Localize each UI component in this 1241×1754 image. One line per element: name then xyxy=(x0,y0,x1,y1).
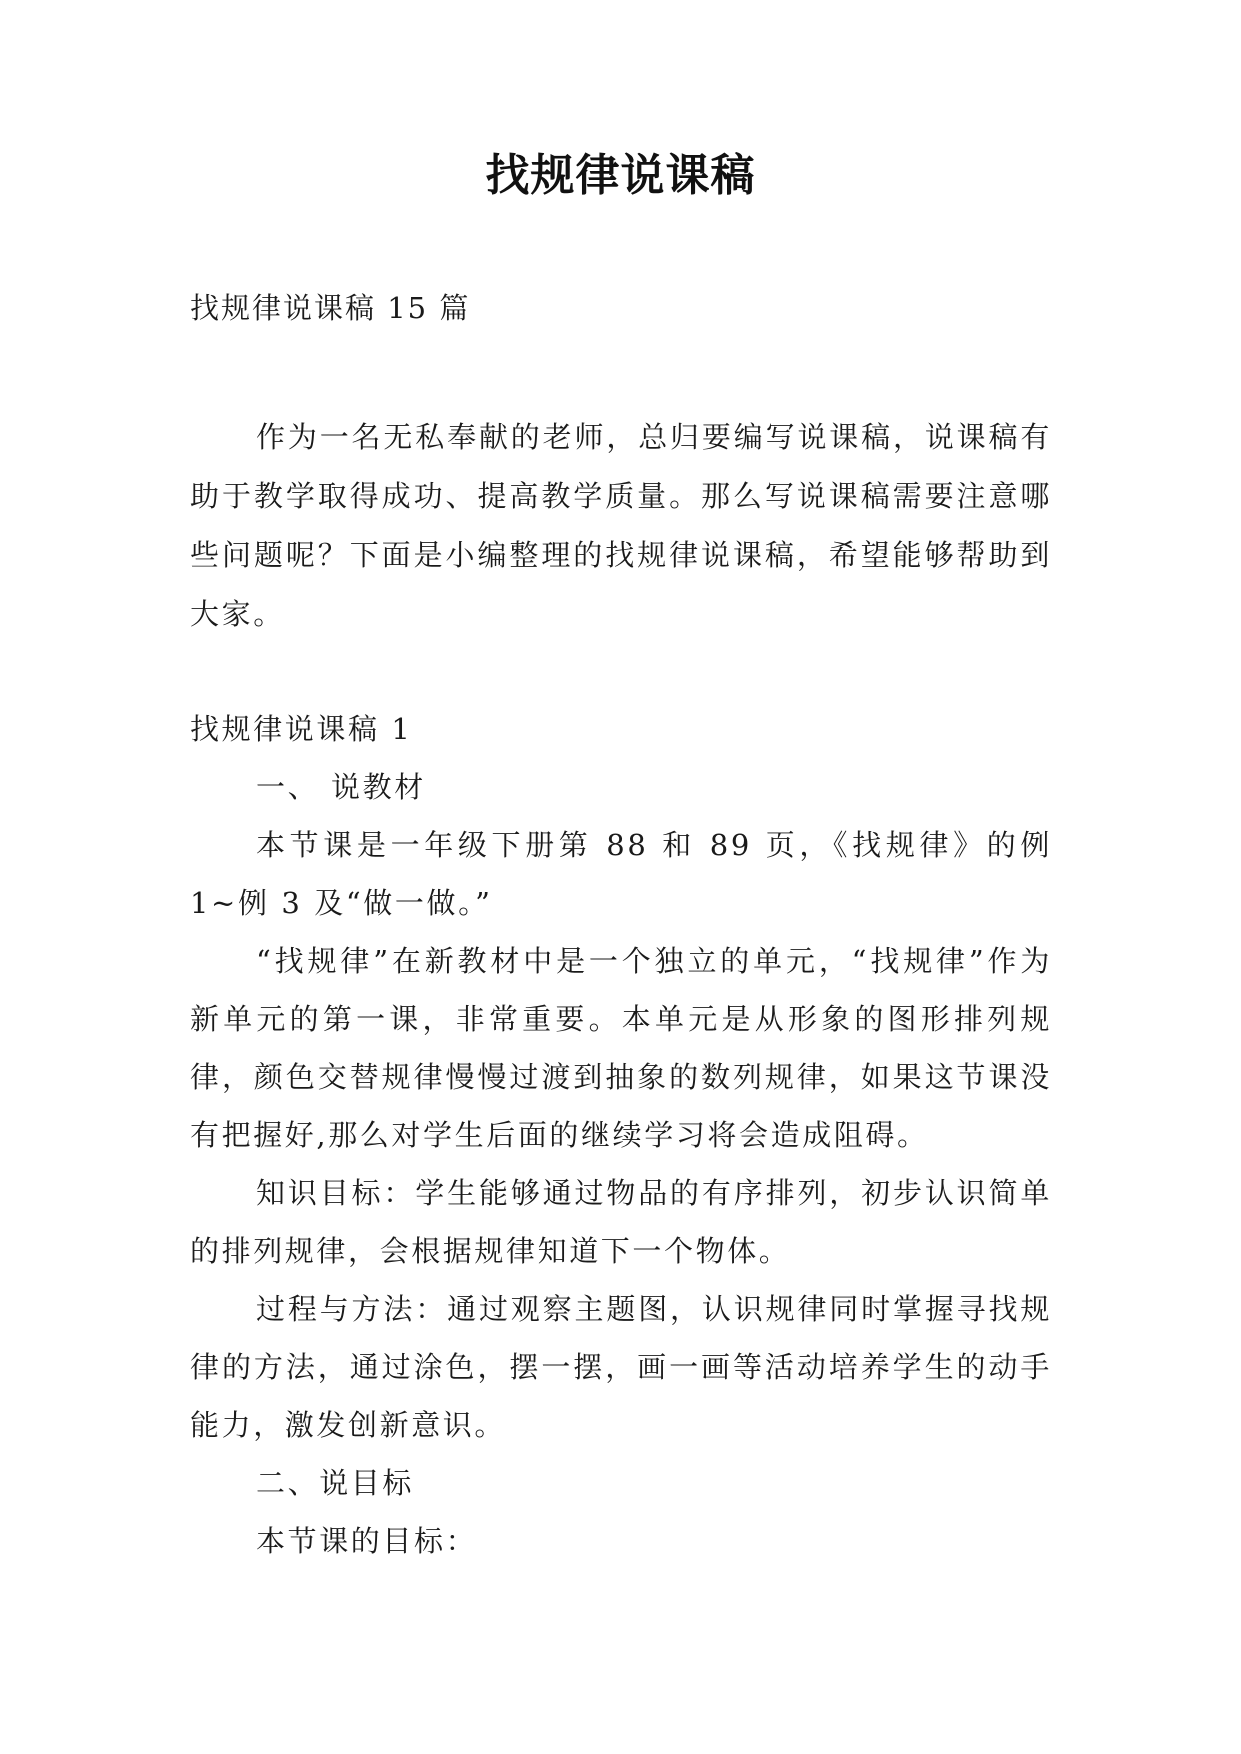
document-subtitle: 找规律说课稿 15 篇 xyxy=(190,291,471,325)
document-title: 找规律说课稿 xyxy=(485,150,756,201)
paragraph-goals-heading: 二、说目标 xyxy=(256,1466,415,1500)
paragraph-knowledge-goal: 知识目标：学生能够通过物品的有序排列，初步认识简单的排列规律，会根据规律知道下一个物体。 xyxy=(190,1176,1052,1268)
paragraph-teaching-material-heading: 一、 说教材 xyxy=(256,770,426,804)
section-heading: 找规律说课稿 1 xyxy=(190,712,413,746)
intro-paragraph: 作为一名无私奉献的老师，总归要编写说课稿，说课稿有助于教学取得成功、提高教学质量。那么写说课稿需要注意哪些问题呢？下面是小编整理的找规律说课稿，希望能够帮助到大家。 xyxy=(190,420,1052,631)
section-1 xyxy=(190,700,1052,1570)
paragraph-unit-importance: “找规律”在新教材中是一个独立的单元，“找规律”作为新单元的第一课，非常重要。本单元是从形象的图形排列规律，颜色交替规律慢慢过渡到抽象的数列规律，如果这节课没有把握好,那么对学生后面的继续学习将会造成阻碍。 xyxy=(190,944,1052,1152)
paragraph-lesson-pages: 本节课是一年级下册第 88 和 89 页，《找规律》的例 1~例 3 及“做一做。” xyxy=(190,828,1052,920)
paragraph-lesson-goals: 本节课的目标： xyxy=(256,1524,478,1558)
paragraph-process-method: 过程与方法：通过观察主题图，认识规律同时掌握寻找规律的方法，通过涂色，摆一摆，画一画等活动培养学生的动手能力，激发创新意识。 xyxy=(190,1292,1052,1442)
